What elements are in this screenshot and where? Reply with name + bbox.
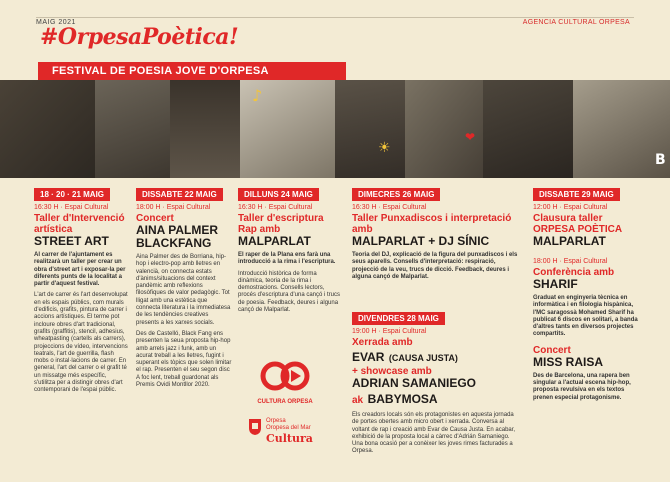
festival-banner: FESTIVAL DE POESIA JOVE D'ORPESA (38, 62, 346, 80)
artist-name: MALPARLAT + DJ SÍNIC (352, 234, 490, 248)
photo-evar (405, 80, 483, 178)
town-name: Orpesa (266, 418, 286, 424)
event-column-rap-workshop (238, 184, 340, 314)
music-note-doodle: ♪ (252, 86, 263, 105)
event-column-street-art (34, 184, 129, 395)
event-time: 18:00 H · Espai Cultural (533, 258, 608, 265)
artist-name: MALPARLAT (533, 234, 606, 248)
event-title: Taller d'escriptura Rap amb (238, 213, 324, 235)
showcase-label: + showcase amb (352, 366, 432, 377)
ajuntament-orpesa-logo (248, 418, 338, 445)
event-intro: El raper de la Plana ens farà una introducció a la rima i l'escriptura. (238, 252, 336, 266)
event-time: 16:30 H · Espai Cultural (352, 204, 427, 211)
event-column-talk (352, 308, 522, 456)
event-time: 18:00 H · Espai Cultural (136, 204, 211, 211)
culture-label: Cultura (266, 432, 313, 445)
photo-sharif (483, 80, 573, 178)
event-intro: Al carrer de l'ajuntament es realitzarà un taller per crear un obra d'street art i exposar-la per diferents punts de la localitat a partir d'aquest festival. (34, 252, 126, 288)
event-description: Graduat en enginyeria tècnica en informàtica i en filologia hispànica, l'MC saragossà Mohamed Sharif ha publicat 6 discos en solitari, a banda d'altres tants en diversos projectes compartits. (533, 295, 638, 338)
artist-name: SHARIF (533, 277, 578, 291)
letter-doodle: B (655, 152, 666, 168)
event-title: Clausura taller ORPESA POÈTICA (533, 213, 623, 235)
artist-photo-strip (0, 80, 670, 178)
event-column-concert (136, 184, 232, 389)
event-description: Els creadors locals són els protagonistes en aquesta jornada de portes obertes amb micro obert i xerrada. Conversa al voltant de rap i creació amb Evar de Causa Justa. En acabar, exhibició de la proposta local a càrrec d'Adrián Samaniego. Una bona ocasió per a conèixer les joves rimes facturades a Orpesa. (352, 412, 516, 455)
artist-group: (CAUSA JUSTA) (388, 353, 458, 363)
event-title: Conferència amb (533, 267, 615, 278)
date-header: DILLUNS 24 MAIG (238, 188, 319, 201)
event-title: Xerrada amb (352, 337, 413, 348)
date-header: DISSABTE 22 MAIG (136, 188, 223, 201)
shield-icon (248, 418, 262, 436)
artist-name: MISS RAISA (533, 354, 604, 369)
artist-alias: BABYMOSA (367, 392, 438, 406)
date-header: DISSABTE 29 MAIG (533, 188, 620, 201)
photo-dj-sinic (335, 80, 405, 178)
event-time: 16:30 H · Espai Cultural (34, 204, 109, 211)
event-column-dj-workshop (352, 184, 522, 281)
date-header: DIVENDRES 28 MAIG (352, 312, 445, 325)
event-time: 16:30 H · Espai Cultural (238, 204, 313, 211)
event-title: Concert (533, 344, 571, 356)
town-name-spanish: Oropesa del Mar (266, 425, 311, 431)
artist-name: ADRIAN SAMANIEGO (352, 376, 477, 390)
sun-doodle: ☀ (378, 140, 391, 156)
event-description: L'art de carrer és l'art desenvolupat en els espais públics, com murals d'edificis, grafits, pintura de carrer i accions artístiques. El terme pot incloure obres d'art tradicional, grafits (graffitis), stencil, adhesius, wheatpasting (cartells als carrers), projeccions de vídeo, intervencions teatrals, l'art de guerrilla, flash mobs o instal·lacions de carrer. En general, l'art del carrer o el grafit té un missatge més específic, s'utilitza per a distingir obres d'art contemporani de l'espai públic. (34, 292, 128, 394)
photo-blackfang (170, 80, 240, 178)
cultura-orpesa-logo (250, 360, 320, 405)
top-rule (36, 17, 634, 18)
issue-date: MAIG 2021 (36, 19, 76, 26)
aka-label: ak (352, 395, 364, 406)
event-description: Des de Castelló, Black Fang ens presenten la seua proposta hip-hop amb arrels jazz i funk, amb un acurat treball a les lletres, fugint i superant els tòpics que solen limitar el rap. Presenten el seu segon disc A foc lent, treball guardonat als Premis Ovidi Montllor 2020. (136, 330, 232, 389)
artist-name: MALPARLAT (238, 234, 311, 248)
event-title: Concert (136, 213, 174, 224)
agency-label: AGENCIA CULTURAL ORPESA (522, 19, 630, 26)
event-time: 19:00 H · Espai Cultural (352, 328, 427, 335)
artist-name: BLACKFANG (136, 236, 212, 250)
event-title: Taller d'Intervenció artística (34, 213, 125, 235)
page-title: #OrpesaPoètica! (40, 24, 239, 50)
heart-doodle: ❤ (465, 130, 476, 144)
event-time: 12:00 H · Espai Cultural (533, 204, 608, 211)
logo-caption: CULTURA ORPESA (257, 399, 313, 405)
photo-aina-palmer (95, 80, 170, 178)
date-header: DIMECRES 26 MAIG (352, 188, 440, 201)
artist-name: EVAR (352, 350, 385, 364)
event-description: Teoria del DJ, explicació de la figura del punxadiscos i els seus aparells. Consells d'interpretació: respiració, projecció de la veu, trucs de dicció. Feedback, deures i alguna cançó de Malparlat. (352, 252, 518, 280)
event-description: Introducció històrica de forma dinàmica, teoria de la rima i demostracions. Consells lectors, procés d'escriptura d'una cançó i trucs de poesia. Feedback, deures i alguna cançó de Malparlat. (238, 270, 341, 314)
artist-name: AINA PALMER (136, 223, 218, 237)
photo-street-art (0, 80, 95, 178)
artist-name: STREET ART (34, 234, 109, 248)
event-description: Aina Palmer des de Borriana, hip-hop i electro-pop amb lletres en valencià, on connecta estats d'ànims/situacions del context pandèmic amb reflexions filosòfiques de valor pedagògic. Tot lligat amb una estètica que connecta literatura i la immediatesa de les tendències creatives presents a les xarxes socials. (136, 254, 231, 326)
date-header: 18 · 20 · 21 MAIG (34, 188, 110, 201)
event-description: Des de Barcelona, una rapera ben singular a l'actual escena hip-hop, proposta revulsiva en els textos prenen especial protagonisme. (533, 372, 631, 401)
cultura-logo-icon (260, 360, 310, 394)
event-title: Taller Punxadiscos i interpretació amb (352, 213, 512, 235)
event-column-closing (533, 184, 643, 402)
